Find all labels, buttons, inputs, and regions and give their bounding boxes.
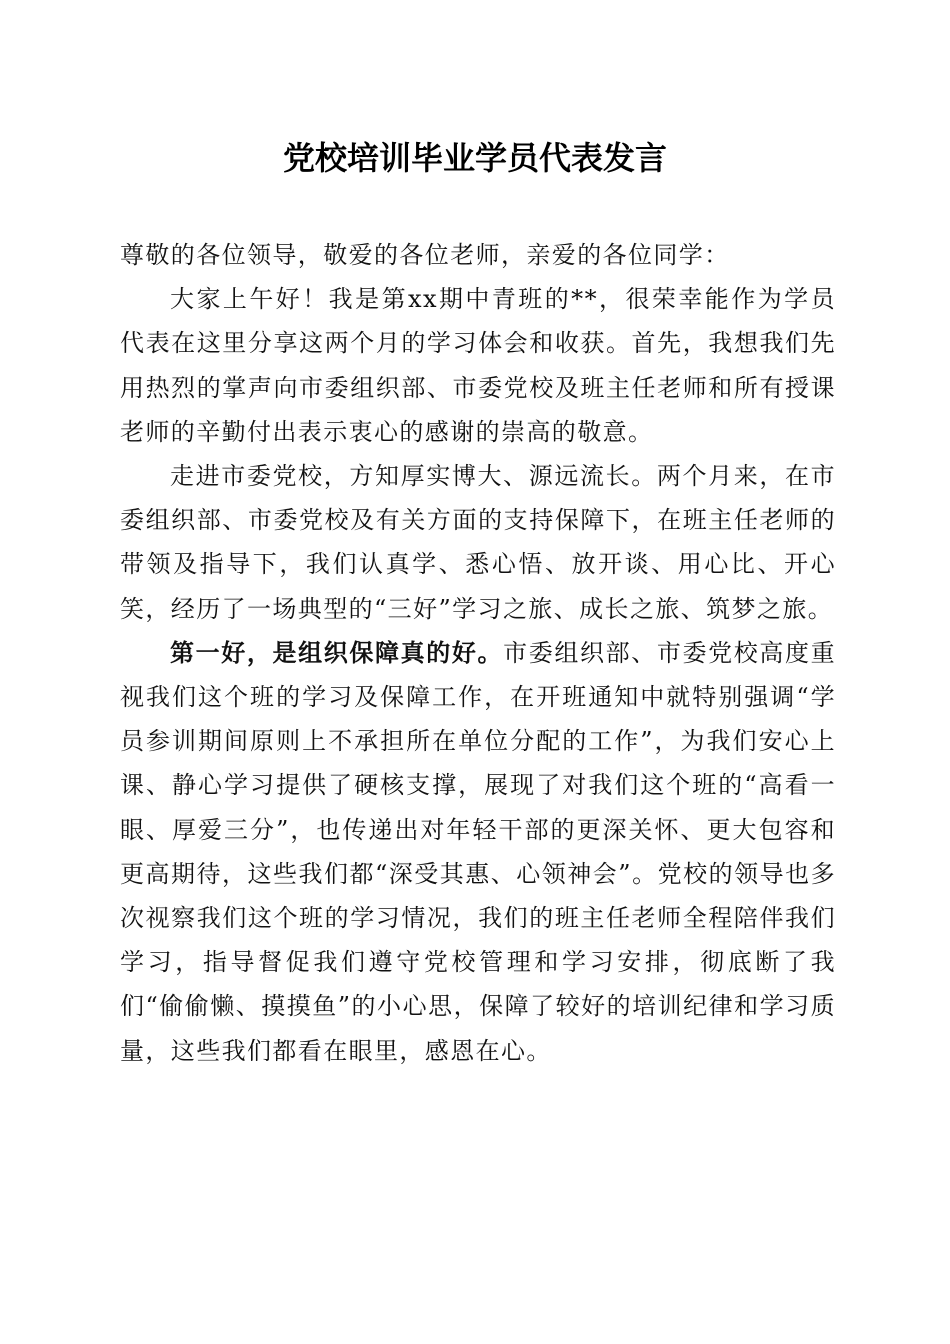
section-1-heading: 第一好，是组织保障真的好。 <box>170 637 504 667</box>
paragraph-intro: 走进市委党校，方知厚实博大、源远流长。两个月来，在市委组织部、市委党校及有关方面的支持保障下，在班主任老师的带领及指导下，我们认真学、悉心悟、放开谈、用心比、开心笑，经历了一场典型的“三好”学习之旅、成长之旅、筑梦之旅。 <box>120 462 836 623</box>
document-body <box>120 233 836 1073</box>
paragraph-opening: 大家上午好！我是第xx期中青班的**，很荣幸能作为学员代表在这里分享这两个月的学习体会和收获。首先，我想我们先用热烈的掌声向市委组织部、市委党校及班主任老师和所有授课老师的辛勤付出表示衷心的感谢的崇高的敬意。 <box>120 285 836 446</box>
section-1-text: 市委组织部、市委党校高度重视我们这个班的学习及保障工作，在开班通知中就特别强调“学员参训期间原则上不承担所在单位分配的工作”，为我们安心上课、静心学习提供了硬核支撑，展现了对我们这个班的“高看一眼、厚爱三分”，也传递出对年轻干部的更深关怀、更大包容和更高期待，这些我们都“深受其惠、心领神会”。党校的领导也多次视察我们这个班的学习情况，我们的班主任老师全程陪伴我们学习，指导督促我们遵守党校管理和学习安排，彻底断了我们“偷偷懒、摸摸鱼”的小心思，保障了较好的培训纪律和学习质量，这些我们都看在眼里，感恩在心。 <box>120 638 836 1065</box>
salutation: 尊敬的各位领导，敬爱的各位老师，亲爱的各位同学： <box>120 241 730 269</box>
document-title: 党校培训毕业学员代表发言 <box>282 139 667 177</box>
paragraph-section-1 <box>120 631 836 1073</box>
